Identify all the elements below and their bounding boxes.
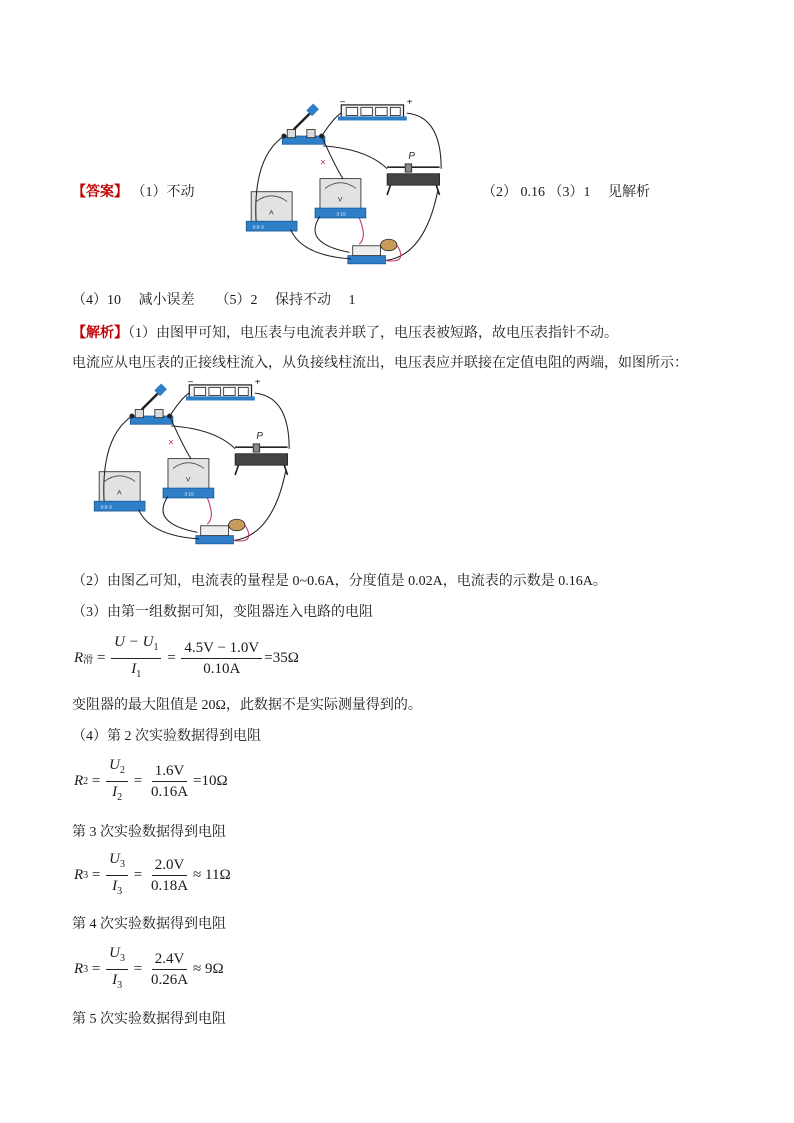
analysis-text-1: （1）由图甲可知，电压表与电流表并联了，电压表被短路，故电压表指针不动。 [128,326,618,341]
circuit-diagram-answer [222,100,472,272]
answer-part2: （2） 0.16 （3）1 见解析 [482,185,650,200]
equation-1: R 滑 = $\frac{U - U_1}{I_1}$ = $\frac{4.5V - 1.0V}{0.10A}$ =35Ω [74,634,299,680]
analysis-line-6: （4）第 2 次实验数据得到电阻 [72,729,261,744]
analysis-tag: 【解析】 [72,326,128,341]
answer-tag: 【答案】 [72,185,128,200]
answer-part1: （1）不动 [131,185,195,200]
equation-4: R 3 = $\frac{U_3}{I_3}$ = $\frac{2.4V}{0.26A}$ ≈ 9Ω [74,945,224,991]
analysis-line-5: 变阻器的最大阻值是 20Ω，此数据不是实际测量得到的。 [72,698,422,713]
circuit-diagram-analysis [72,380,318,552]
analysis-line-3: （2）由图乙可知，电流表的量程是 0~0.6A，分度值是 0.02A，电流表的示数是 0.16A。 [72,574,607,589]
answer-line-2: （4）10 减小误差 （5）2 保持不动 1 [72,293,356,308]
equation-3: R 3 = $\frac{U_3}{I_3}$ = $\frac{2.0V}{0.18A}$ ≈ 11Ω [74,851,231,897]
answer-line-1 [72,181,195,201]
equation-2: R 2 = $\frac{U_2}{I_2}$ = $\frac{1.6V}{0.16A}$ =10Ω [74,757,228,803]
analysis-line-2: 电流应从电压表的正接线柱流入，从负接线柱流出，电压表应并联接在定值电阻的两端，如图所示： [72,356,688,371]
analysis-line-8: 第 4 次实验数据得到电阻 [72,917,226,932]
analysis-line-9: 第 5 次实验数据得到电阻 [72,1012,226,1027]
analysis-line-4: （3）由第一组数据可知，变阻器连入电路的电阻 [72,605,373,620]
analysis-line-7: 第 3 次实验数据得到电阻 [72,825,226,840]
analysis-line-1 [72,322,618,342]
